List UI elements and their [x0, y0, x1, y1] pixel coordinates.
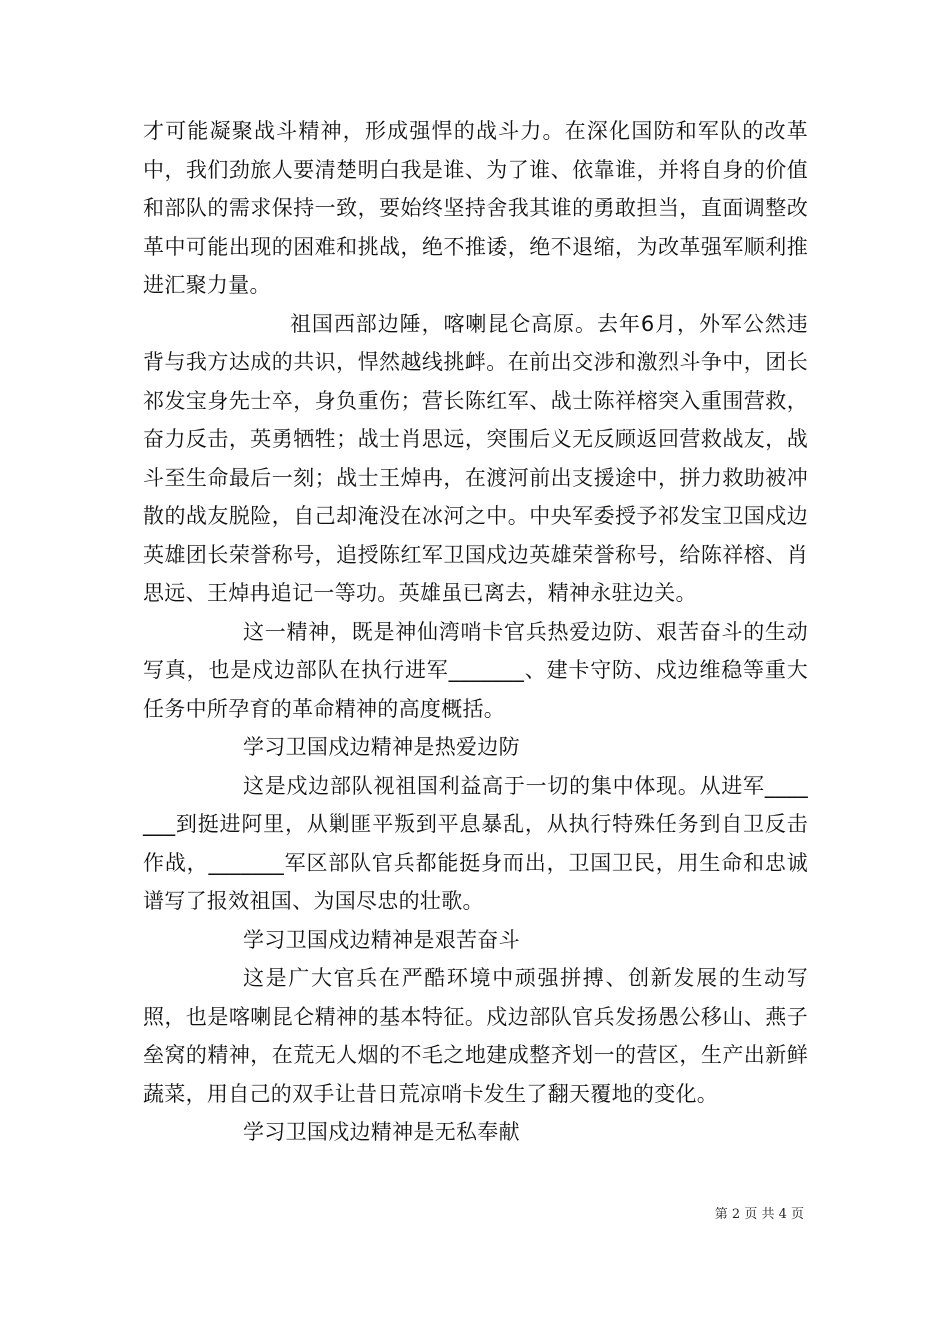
paragraph-love-border: 这是戍边部队视祖国利益高于一切的集中体现。从进军_______到挺进阿里，从剿匪平叛到平息暴乱，从执行特殊任务到自卫反击作战，_______军区部队官兵都能挺身而出，卫国卫民，用生命和忠诚谱写了报效祖国、为国尽忠的壮歌。	[143, 773, 808, 913]
paragraph-spirit-summary: 这一精神，既是神仙湾哨卡官兵热爱边防、艰苦奋斗的生动写真，也是戍边部队在执行进军_______、建卡守防、戍边维稳等重大任务中所孕育的革命精神的高度概括。	[143, 619, 808, 721]
section-heading-love-border: 学习卫国戍边精神是热爱边防	[243, 735, 520, 759]
section-heading-dedication: 学习卫国戍边精神是无私奉献	[243, 1120, 520, 1144]
paragraph-hard-work: 这是广大官兵在严酷环境中顽强拼搏、创新发展的生动写照，也是喀喇昆仑精神的基本特征。戍边部队官兵发扬愚公移山、燕子垒窝的精神，在荒无人烟的不毛之地建成整齐划一的营区，生产出新鲜蔬菜，用自己的双手让昔日荒凉哨卡发生了翻天覆地的变化。	[143, 966, 808, 1106]
document-body	[143, 112, 808, 1152]
page-indicator: 第 2 页 共 4 页	[714, 1207, 804, 1222]
paragraph-heroes: 祖国西部边陲，喀喇昆仑高原。去年6月，外军公然违背与我方达成的共识，悍然越线挑衅。在前出交涉和激烈斗争中，团长祁发宝身先士卒，身负重伤；营长陈红军、战士陈祥榕突入重围营救，奋力反击，英勇牺牲；战士肖思远，突围后义无反顾返回营救战友，战斗至生命最后一刻；战士王焯冉，在渡河前出支援途中，拼力救助被冲散的战友脱险，自己却淹没在冰河之中。中央军委授予祁发宝卫国戍边英雄团长荣誉称号，追授陈红军卫国戍边英雄荣誉称号，给陈祥榕、肖思远、王焯冉追记一等功。英雄虽已离去，精神永驻边关。	[143, 311, 808, 605]
paragraph-reform: 才可能凝聚战斗精神，形成强悍的战斗力。在深化国防和军队的改革中，我们劲旅人要清楚明白我是谁、为了谁、依靠谁，并将自身的价值和部队的需求保持一致，要始终坚持舍我其谁的勇敢担当，直面调整改革中可能出现的困难和挑战，绝不推诿，绝不退缩，为改革强军顺利推进汇聚力量。	[143, 119, 808, 297]
section-heading-hard-work: 学习卫国戍边精神是艰苦奋斗	[243, 927, 520, 952]
